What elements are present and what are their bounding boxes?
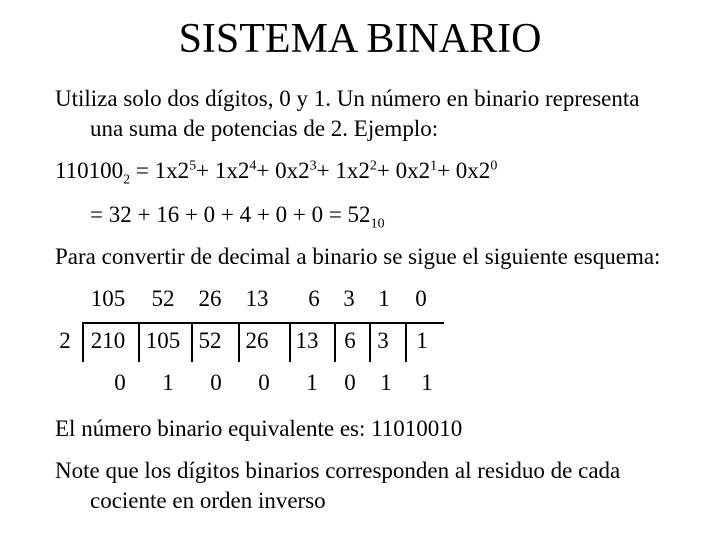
quotient: 0 [415,286,427,311]
dividend: 13 [295,328,319,353]
quotient: 6 [308,286,320,311]
division-bracket [82,322,84,362]
note-line-1: Note que los dígitos binarios corresponden al residuo de cada [55,458,621,483]
dividend: 26 [245,328,269,353]
remainder: 0 [258,370,270,395]
dividend: 210 [90,328,126,353]
division-bracket [405,322,407,362]
dividend: 3 [377,328,389,353]
remainder: 1 [421,370,433,395]
expansion-term: + 1x2 [316,158,370,183]
example-terms [130,158,497,183]
remainder: 1 [306,370,318,395]
result-text: El número binario equivalente es: 11010010 [55,416,463,441]
expansion-term: + 1x2 [196,158,250,183]
division-bracket [238,322,240,362]
quotient: 3 [343,286,355,311]
example-expansion [55,156,497,186]
remainder: 0 [114,370,126,395]
quotient: 13 [245,286,269,311]
expansion-exponent: 1 [430,158,438,174]
division-bracket [369,322,371,362]
divisor: 2 [59,328,71,353]
quotient: 52 [151,286,175,311]
example-result-base: 10 [370,216,385,232]
division-bracket [334,322,336,362]
dividend: 6 [344,328,356,353]
quotient: 26 [198,286,222,311]
expansion-term: + 0x2 [437,158,491,183]
division-bracket [138,322,140,362]
remainder: 0 [344,370,356,395]
quotient: 105 [90,286,126,311]
expansion-exponent: 2 [369,158,377,174]
expansion-term: + 0x2 [376,158,431,183]
quotient: 1 [378,286,390,311]
example-number-base: 2 [123,172,131,188]
expansion-exponent: 3 [309,158,317,174]
dividend: 1 [416,328,428,353]
dividend: 52 [198,328,222,353]
slide-title: SISTEMA BINARIO [178,16,542,62]
expansion-term: + 0x2 [256,158,310,183]
example-result-line: = 32 + 16 + 0 + 4 + 0 + 0 = 52 [90,202,371,227]
expansion-exponent: 4 [249,158,257,174]
note-line-2: cociente en orden inverso [90,488,326,513]
expansion-exponent: 5 [189,158,197,174]
remainder: 0 [210,370,222,395]
division-bar [82,322,444,324]
conversion-intro: Para convertir de decimal a binario se sigue el siguiente esquema: [55,244,661,269]
remainder: 1 [162,370,174,395]
expansion-exponent: 0 [490,158,498,174]
intro-line-1: Utiliza solo dos dígitos, 0 y 1. Un número en binario representa [55,86,640,111]
dividend: 105 [145,328,181,353]
example-result [90,200,385,230]
remainder: 1 [380,370,392,395]
example-number: 110100 [55,158,124,183]
division-bracket [191,322,193,362]
division-bracket [289,322,291,362]
expansion-term: = 1x2 [130,158,190,183]
intro-line-2: una suma de potencias de 2. Ejemplo: [90,116,439,141]
